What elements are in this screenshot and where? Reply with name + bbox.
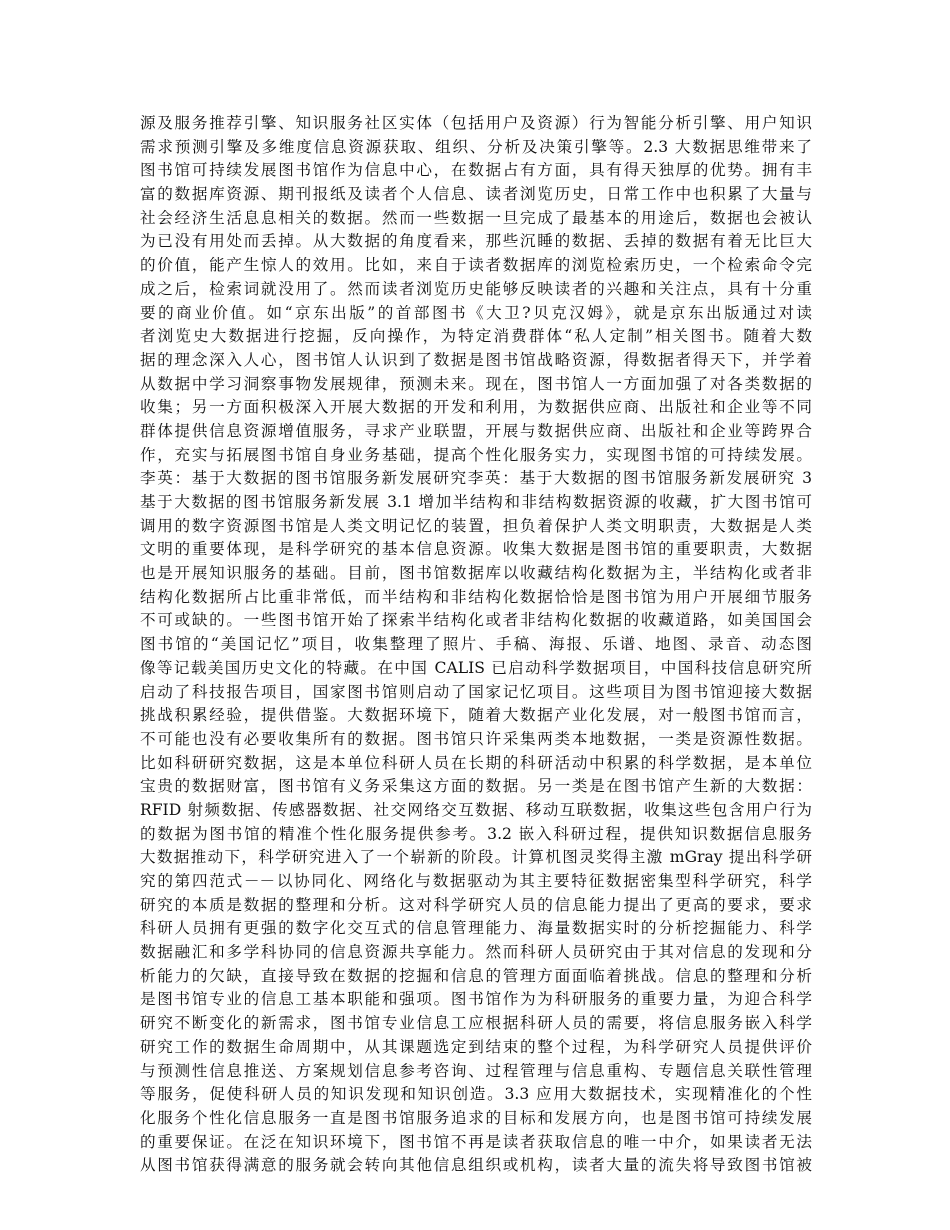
- text-line: 基于大数据的图书馆服务新发展 3.1 增加半结构和非结构数据资源的收藏，扩大图书馆可: [140, 493, 812, 511]
- text-line: 也是开展知识服务的基础。目前，图书馆数据库以收藏结构化数据为主，半结构化或者非: [140, 564, 812, 583]
- text-line: 结构化数据所占比重非常低，而半结构和非结构化数据恰恰是图书馆为用户开展细节服务: [140, 587, 812, 606]
- text-line: 的重要保证。在泛在知识环境下，图书馆不再是读者获取信息的唯一中介，如果读者无法: [140, 1132, 812, 1151]
- text-line: 成之后，检索词就没用了。然而读者浏览历史能够反映读者的兴趣和关注点，具有十分重: [140, 279, 812, 298]
- text-line: 社会经济生活息息相关的数据。然而一些数据一旦完成了最基本的用途后，数据也会被认: [140, 208, 812, 227]
- text-line: 的数据为图书馆的精准个性化服务提供参考。3.2 嵌入科研过程，提供知识数据信息服务: [140, 824, 812, 843]
- text-line: 李英：基于大数据的图书馆服务新发展研究李英：基于大数据的图书馆服务新发展研究 3: [140, 469, 812, 488]
- text-line: 数据融汇和多学科协同的信息资源共享能力。然而科研人员研究由于其对信息的发现和分: [140, 943, 812, 962]
- text-line: RFID 射频数据、传感器数据、社交网络交互数据、移动互联数据，收集这些包含用户行为: [140, 800, 812, 819]
- text-line: 作，充实与拓展图书馆自身业务基础，提高个性化服务实力，实现图书馆的可持续发展。: [140, 445, 812, 464]
- text-line: 不可能也没有必要收集所有的数据。图书馆只许采集两类本地数据，一类是资源性数据。: [140, 729, 812, 748]
- text-line: 与预测性信息推送、方案规划信息参考咨询、过程管理与信息重构、专题信息关联性管理: [140, 1061, 812, 1080]
- text-line: 从图书馆获得满意的服务就会转向其他信息组织或机构，读者大量的流失将导致图书馆被: [140, 1156, 812, 1175]
- text-line: 比如科研研究数据，这是本单位科研人员在长期的科研活动中积累的科学数据，是本单位: [140, 753, 812, 772]
- text-line: 收集；另一方面积极深入开展大数据的开发和利用，为数据供应商、出版社和企业等不同: [140, 398, 812, 417]
- text-line: 不可或缺的。一些图书馆开始了探索半结构化或者非结构化数据的收藏道路，如美国国会: [140, 611, 812, 630]
- text-line: 宝贵的数据财富，图书馆有义务采集这方面的数据。另一类是在图书馆产生新的大数据：: [140, 777, 812, 796]
- text-line: 图书馆可持续发展图书馆作为信息中心，在数据占有方面，具有得天独厚的优势。拥有丰: [140, 161, 812, 180]
- text-line: 析能力的欠缺，直接导致在数据的挖掘和信息的管理方面面临着挑战。信息的整理和分析: [140, 966, 812, 985]
- text-line: 科研人员拥有更强的数字化交互式的信息管理能力、海量数据实时的分析挖掘能力、科学: [140, 919, 812, 938]
- text-line: 挑战积累经验，提供借鉴。大数据环境下，随着大数据产业化发展，对一般图书馆而言，: [140, 706, 812, 725]
- text-line: 文明的重要体现，是科学研究的基本信息资源。收集大数据是图书馆的重要职责，大数据: [140, 540, 812, 559]
- document-body: [140, 112, 812, 1222]
- text-line: 的价值，能产生惊人的效用。比如，来自于读者数据库的浏览检索历史，一个检索命令完: [140, 256, 812, 275]
- text-line: 研究不断变化的新需求，图书馆专业信息工应根据科研人员的需要，将信息服务嵌入科学: [140, 1014, 812, 1033]
- text-line: 研究工作的数据生命周期中，从其课题选定到结束的整个过程，为科学研究人员提供评价: [140, 1037, 812, 1056]
- text-line: 是图书馆专业的信息工基本职能和强项。图书馆作为为科研服务的重要力量，为迎合科学: [140, 990, 812, 1009]
- text-line: 像等记载美国历史文化的特藏。在中国 CALIS 已启动科学数据项目，中国科技信息研究所: [140, 658, 812, 677]
- text-line: 大数据推动下，科学研究进入了一个崭新的阶段。计算机图灵奖得主激 mGray 提出科学研: [140, 848, 812, 867]
- text-line: 需求预测引擎及多维度信息资源获取、组织、分析及决策引擎等。2.3 大数据思维带来了: [140, 137, 812, 156]
- text-line: 启动了科技报告项目，国家图书馆则启动了国家记忆项目。这些项目为图书馆迎接大数据: [140, 682, 812, 701]
- text-line: 化服务个性化信息服务一直是图书馆服务追求的目标和发展方向，也是图书馆可持续发展: [140, 1108, 812, 1127]
- text-line: 调用的数字资源图书馆是人类文明记忆的装置，担负着保护人类文明职责，大数据是人类: [140, 516, 812, 535]
- text-line: 要的商业价值。如“京东出版”的首部图书《大卫?贝克汉姆》，就是京东出版通过对读: [140, 303, 812, 322]
- text-line: 源及服务推荐引擎、知识服务社区实体（包括用户及资源）行为智能分析引擎、用户知识: [140, 114, 812, 132]
- text-line: 者浏览史大数据进行挖掘，反向操作，为特定消费群体“私人定制”相关图书。随着大数: [140, 327, 812, 346]
- text-line: 究的第四范式－－以协同化、网络化与数据驱动为其主要特征数据密集型科学研究，科学: [140, 872, 812, 890]
- text-line: 从数据中学习洞察事物发展规律，预测未来。现在，图书馆人一方面加强了对各类数据的: [140, 374, 812, 393]
- text-line: 群体提供信息资源增值服务，寻求产业联盟，开展与数据供应商、出版社和企业等跨界合: [140, 421, 812, 440]
- text-line: 据的理念深入人心，图书馆人认识到了数据是图书馆战略资源，得数据者得天下，并学着: [140, 350, 812, 369]
- text-line: 富的数据库资源、期刊报纸及读者个人信息、读者浏览历史，日常工作中也积累了大量与: [140, 185, 812, 204]
- text-line: 图书馆的“美国记忆”项目，收集整理了照片、手稿、海报、乐谱、地图、录音、动态图: [140, 635, 812, 654]
- text-line: 研究的本质是数据的整理和分析。这对科学研究人员的信息能力提出了更高的要求，要求: [140, 895, 812, 914]
- text-line: 等服务，促使科研人员的知识发现和知识创造。3.3 应用大数据技术，实现精准化的个性: [140, 1085, 812, 1104]
- text-line: 为已没有用处而丢掉。从大数据的角度看来，那些沉睡的数据、丢掉的数据有着无比巨大: [140, 232, 812, 251]
